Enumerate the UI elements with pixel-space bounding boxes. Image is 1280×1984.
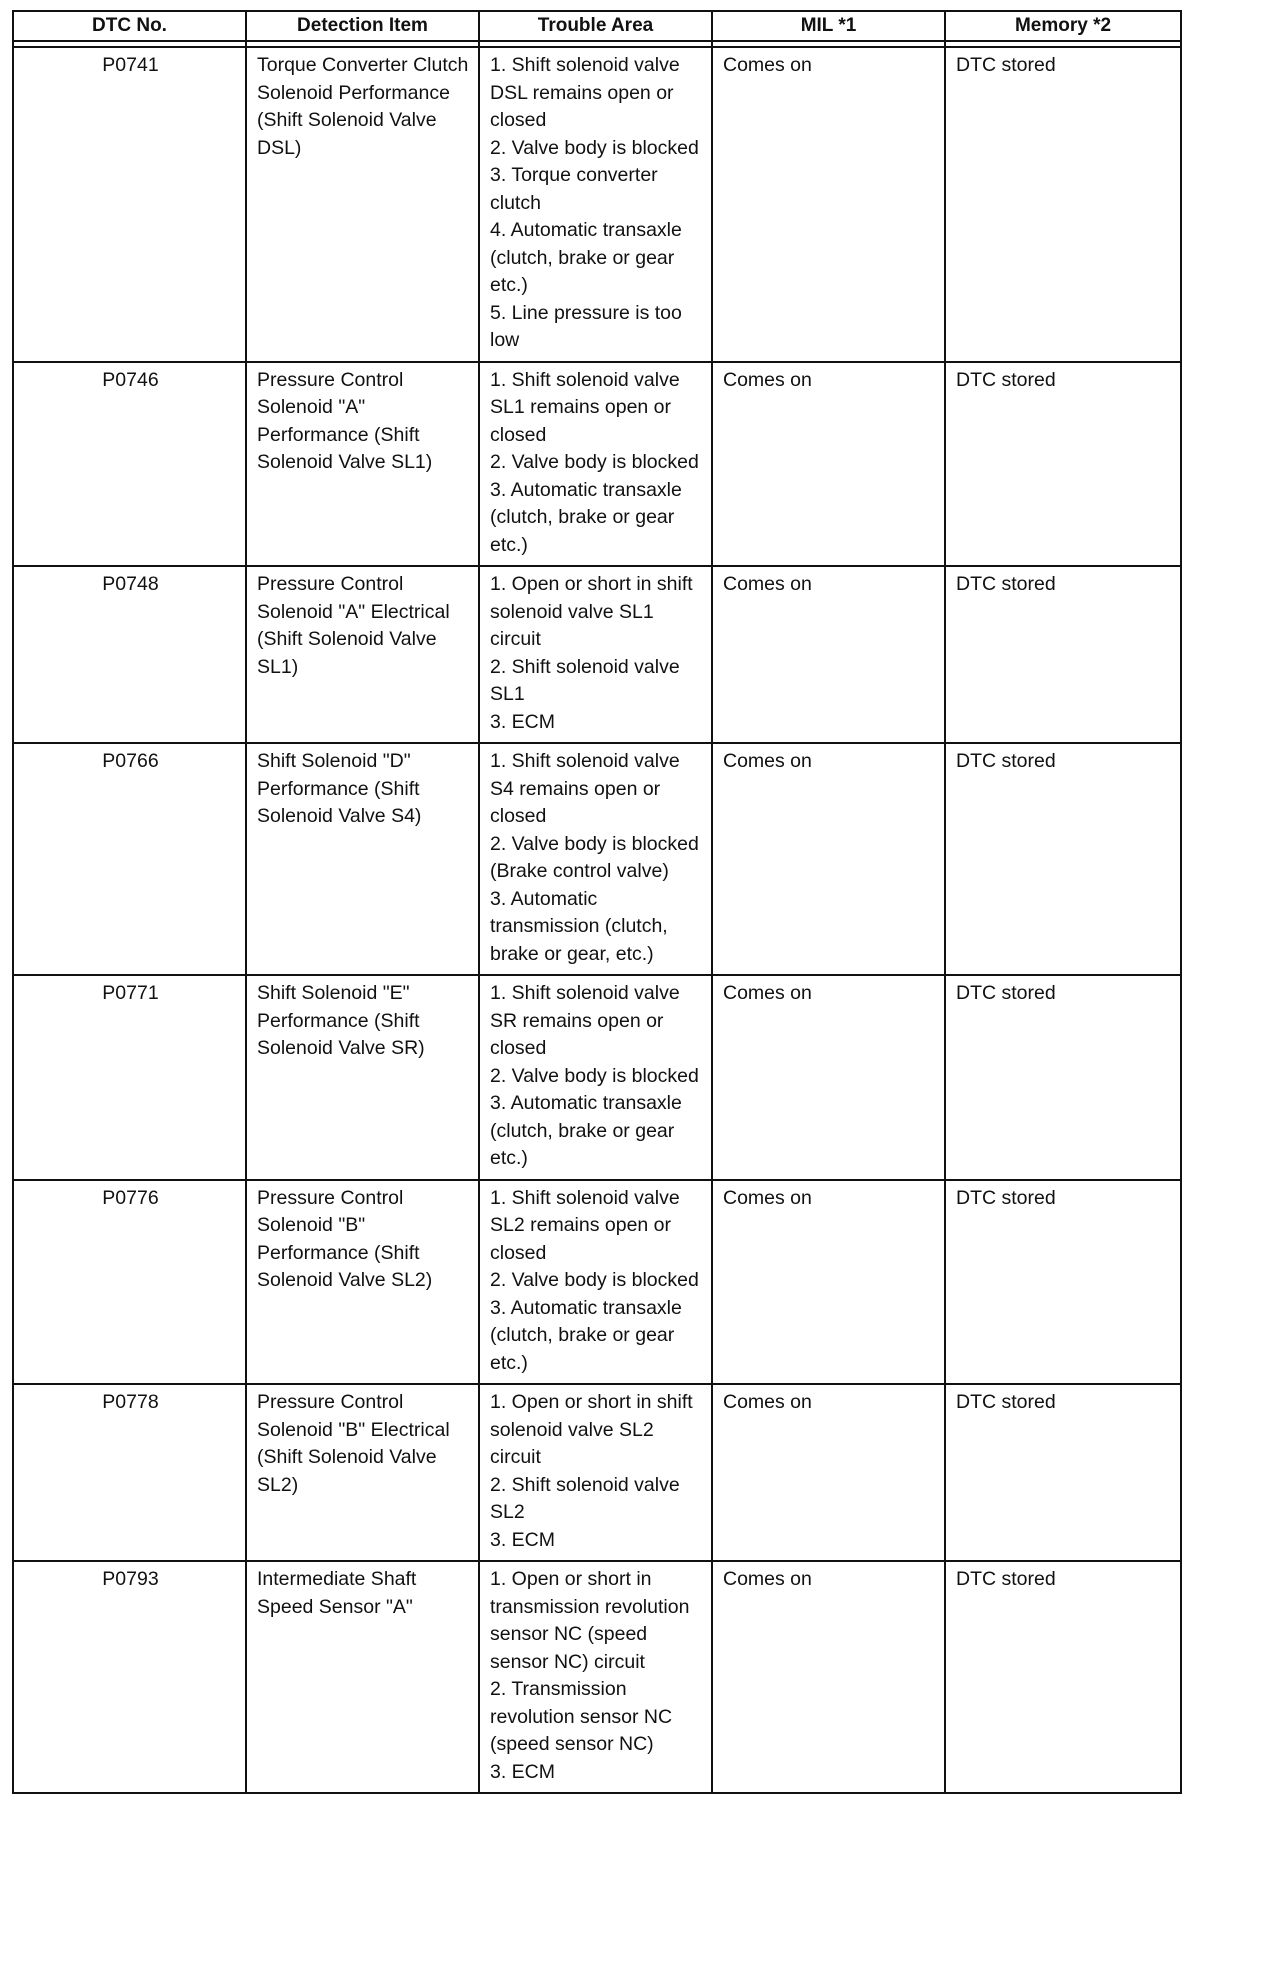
trouble-area-item: 1. Shift solenoid valve DSL remains open or closed [490,54,680,131]
trouble-area-item: 2. Shift solenoid valve SL2 [490,1473,680,1523]
dtc-code-cell: P0776 [13,1180,246,1385]
table-row [13,1180,1181,1385]
dtc-code-cell: P0766 [13,743,246,975]
trouble-area-cell [479,1180,712,1385]
detection-item-cell: Torque Converter Clutch Solenoid Performance (Shift Solenoid Valve DSL) [246,47,479,362]
table-body [13,47,1181,1793]
table-row [13,1561,1181,1793]
memory-cell: DTC stored [945,1384,1181,1561]
trouble-area-cell [479,47,712,362]
table-row [13,1384,1181,1561]
mil-cell: Comes on [712,47,945,362]
trouble-area-item: 1. Open or short in shift solenoid valve SL2 circuit [490,1391,693,1468]
trouble-area-item: 3. ECM [490,1528,556,1551]
trouble-area-cell [479,743,712,975]
header-memory: Memory *2 [945,11,1181,41]
trouble-area-item: 1. Shift solenoid valve S4 remains open or closed [490,750,680,827]
mil-cell: Comes on [712,362,945,567]
trouble-area-item: 2. Shift solenoid valve SL1 [490,655,680,705]
mil-cell: Comes on [712,1561,945,1793]
header-dtc-no: DTC No. [13,11,246,41]
table-header [13,11,1181,47]
trouble-area-item: 2. Transmission revolution sensor NC (speed sensor NC) [490,1678,673,1755]
memory-cell: DTC stored [945,975,1181,1180]
trouble-area-item: 3. ECM [490,710,556,733]
detection-item-cell: Pressure Control Solenoid "A" Electrical (Shift Solenoid Valve SL1) [246,566,479,743]
dtc-code-cell: P0771 [13,975,246,1180]
trouble-area-item: 2. Valve body is blocked [490,1064,699,1087]
dtc-code-cell: P0748 [13,566,246,743]
dtc-code-cell: P0793 [13,1561,246,1793]
trouble-area-item: 1. Shift solenoid valve SL2 remains open or closed [490,1186,680,1264]
table-row [13,362,1181,567]
trouble-area-cell [479,975,712,1180]
table-row [13,566,1181,743]
dtc-code-cell: P0778 [13,1384,246,1561]
trouble-area-cell [479,566,712,743]
header-row [13,11,1181,41]
mil-cell: Comes on [712,1384,945,1561]
trouble-area-item: 3. Automatic transaxle (clutch, brake or gear etc.) [490,478,682,556]
trouble-area-item: 3. Torque converter clutch [490,164,658,214]
trouble-area-item: 5. Line pressure is too low [490,301,682,351]
detection-item-cell: Pressure Control Solenoid "A" Performance (Shift Solenoid Valve SL1) [246,362,479,567]
detection-item-cell: Shift Solenoid "D" Performance (Shift Solenoid Valve S4) [246,743,479,975]
trouble-area-item: 1. Shift solenoid valve SR remains open or closed [490,982,680,1059]
table-row [13,743,1181,975]
table-row [13,47,1181,362]
detection-item-cell: Pressure Control Solenoid "B" Electrical (Shift Solenoid Valve SL2) [246,1384,479,1561]
mil-cell: Comes on [712,975,945,1180]
table-row [13,975,1181,1180]
trouble-area-item: 1. Open or short in transmission revolution sensor NC (speed sensor NC) circuit [490,1568,690,1673]
trouble-area-item: 2. Valve body is blocked (Brake control valve) [490,832,699,882]
header-mil: MIL *1 [712,11,945,41]
detection-item-cell: Shift Solenoid "E" Performance (Shift Solenoid Valve SR) [246,975,479,1180]
mil-cell: Comes on [712,566,945,743]
trouble-area-cell [479,1561,712,1793]
trouble-area-item: 3. ECM [490,1760,556,1783]
trouble-area-item: 2. Valve body is blocked [490,1269,699,1291]
mil-cell: Comes on [712,743,945,975]
detection-item-cell: Intermediate Shaft Speed Sensor "A" [246,1561,479,1793]
trouble-area-cell [479,362,712,567]
memory-cell: DTC stored [945,743,1181,975]
trouble-area-item: 2. Valve body is blocked [490,451,699,473]
memory-cell: DTC stored [945,1180,1181,1385]
memory-cell: DTC stored [945,362,1181,567]
dtc-table [12,10,1182,1794]
memory-cell: DTC stored [945,1561,1181,1793]
memory-cell: DTC stored [945,47,1181,362]
trouble-area-item: 3. Automatic transaxle (clutch, brake or gear etc.) [490,1092,682,1169]
trouble-area-item: 3. Automatic transmission (clutch, brake or gear, etc.) [490,887,668,965]
trouble-area-item: 1. Shift solenoid valve SL1 remains open or closed [490,368,680,446]
trouble-area-item: 4. Automatic transaxle (clutch, brake or gear etc.) [490,219,682,296]
memory-cell: DTC stored [945,566,1181,743]
trouble-area-item: 1. Open or short in shift solenoid valve SL1 circuit [490,573,693,650]
trouble-area-item: 2. Valve body is blocked [490,136,699,159]
trouble-area-item: 3. Automatic transaxle (clutch, brake or gear etc.) [490,1296,682,1374]
trouble-area-cell [479,1384,712,1561]
mil-cell: Comes on [712,1180,945,1385]
header-detection-item: Detection Item [246,11,479,41]
dtc-code-cell: P0741 [13,47,246,362]
detection-item-cell: Pressure Control Solenoid "B" Performance (Shift Solenoid Valve SL2) [246,1180,479,1385]
header-trouble-area: Trouble Area [479,11,712,41]
dtc-code-cell: P0746 [13,362,246,567]
